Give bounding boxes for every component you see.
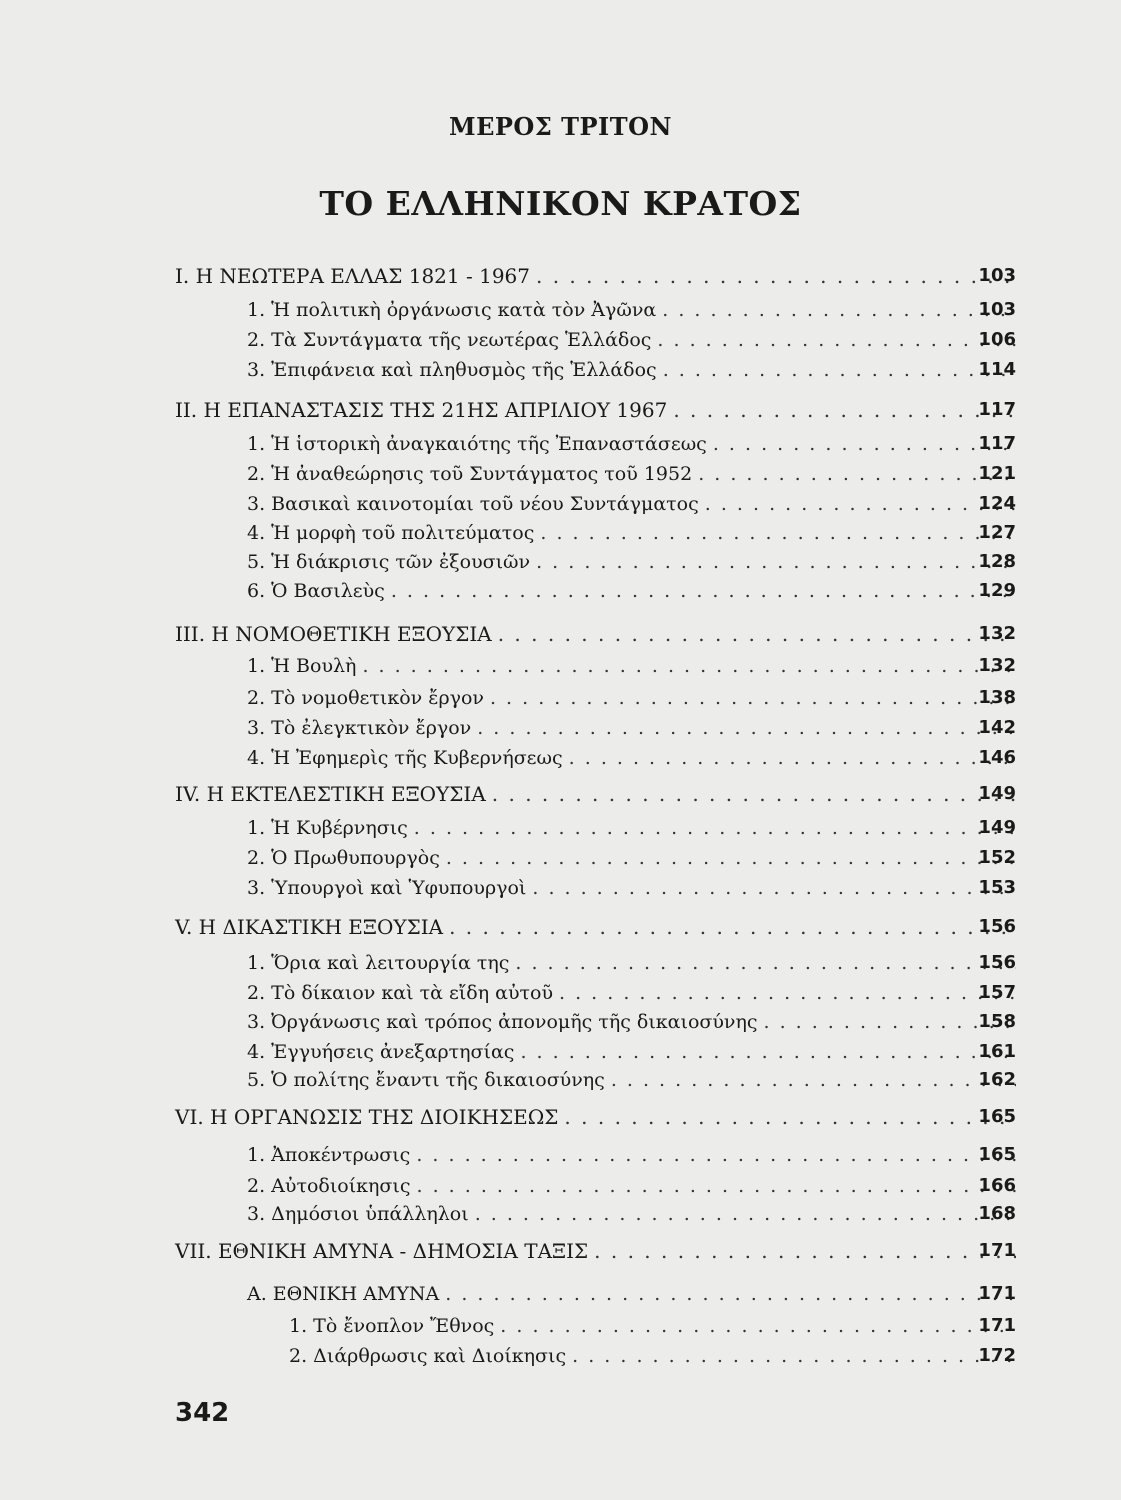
toc-entry	[175, 396, 1016, 424]
toc-entry-page: 158	[978, 1011, 1016, 1032]
toc-entry	[247, 684, 1016, 712]
dot-leader	[536, 548, 1016, 576]
toc-entry-page: 157	[978, 982, 1016, 1003]
dot-leader	[569, 744, 1016, 772]
part-title: ΜΕΡΟΣ ΤΡΙΤΟΝ	[449, 112, 672, 141]
toc-entry-label: 1. Ἀποκέντρωσις	[247, 1144, 411, 1166]
toc-entry	[247, 744, 1016, 772]
toc-entry	[175, 1103, 1016, 1131]
toc-entry	[247, 356, 1016, 384]
toc-entry	[247, 874, 1016, 902]
toc-entry-page: 146	[978, 747, 1016, 768]
dot-leader	[657, 326, 1016, 354]
dot-leader	[449, 913, 1016, 941]
toc-entry	[247, 1008, 1016, 1036]
toc-entry-label: 5. Ἡ διάκρισις τῶν ἐξουσιῶν	[247, 551, 531, 573]
dot-leader	[515, 949, 1016, 977]
toc-entry-page: 149	[978, 783, 1016, 804]
dot-leader	[572, 1342, 1016, 1370]
toc-entry-page: 132	[978, 623, 1016, 644]
toc-entry-label: 1. Τὸ ἔνοπλον Ἔθνος	[289, 1315, 495, 1337]
toc-entry-label: 6. Ὁ Βασιλεὺς	[247, 580, 385, 602]
toc-entry-page: 149	[978, 817, 1016, 838]
dot-leader	[391, 577, 1016, 605]
toc-entry	[247, 714, 1016, 742]
toc-entry-page: 103	[978, 299, 1016, 320]
dot-leader	[475, 1200, 1016, 1228]
toc-entry-label: 3. Τὸ ἐλεγκτικὸν ἔργον	[247, 717, 472, 739]
toc-entry-page: 103	[978, 265, 1016, 286]
toc-entry-label: 4. Ἡ Ἐφημερὶς τῆς Κυβερνήσεως	[247, 747, 563, 769]
toc-entry	[247, 1141, 1016, 1169]
page-number: 342	[175, 1398, 230, 1428]
toc-entry	[247, 979, 1016, 1007]
toc-entry-page: 156	[978, 952, 1016, 973]
toc-entry-label: 3. Δημόσιοι ὑπάλληλοι	[247, 1203, 469, 1225]
toc-entry-label: 4. Ἐγγυήσεις ἀνεξαρτησίας	[247, 1041, 515, 1063]
dot-leader	[663, 356, 1016, 384]
toc-entry-page: 114	[978, 359, 1016, 380]
toc-entry	[175, 620, 1016, 648]
dot-leader	[416, 1141, 1016, 1169]
toc-entry	[247, 326, 1016, 354]
toc-entry-label: 2. Τὰ Συντάγματα τῆς νεωτέρας Ἑλλάδος	[247, 329, 652, 351]
toc-entry	[247, 1280, 1016, 1308]
toc-entry-label: 3. Ἐπιφάνεια καὶ πληθυσμὸς τῆς Ἑλλάδος	[247, 359, 657, 381]
dot-leader	[698, 460, 1016, 488]
toc-entry	[247, 548, 1016, 576]
toc-entry-label: 2. Ἡ ἀναθεώρησις τοῦ Συντάγματος τοῦ 1952	[247, 463, 693, 485]
toc-entry	[247, 430, 1016, 458]
toc-entry-page: 142	[978, 717, 1016, 738]
dot-leader	[490, 684, 1016, 712]
toc-entry-page: 106	[978, 329, 1016, 350]
toc-entry	[247, 519, 1016, 547]
toc-entry	[175, 262, 1016, 290]
dot-leader	[559, 979, 1016, 1007]
toc-entry-page: 117	[978, 433, 1016, 454]
toc-entry-page: 121	[978, 463, 1016, 484]
toc-entry-page: 171	[978, 1283, 1016, 1304]
toc-entry-page: 127	[978, 522, 1016, 543]
dot-leader	[520, 1038, 1016, 1066]
toc-entry-page: 117	[978, 399, 1016, 420]
toc-entry	[247, 577, 1016, 605]
toc-entry-label: I. Η ΝΕΩΤΕΡΑ ΕΛΛΑΣ 1821 - 1967	[175, 264, 530, 288]
dot-leader	[536, 262, 1016, 290]
main-title: ΤΟ ΕΛΛΗΝΙΚΟΝ ΚΡΑΤΟΣ	[319, 184, 802, 223]
toc-entry-page: 165	[978, 1144, 1016, 1165]
toc-entry-page: 172	[978, 1345, 1016, 1366]
toc-entry-page: 152	[978, 847, 1016, 868]
toc-entry	[247, 490, 1016, 518]
toc-entry-label: 2. Ὁ Πρωθυπουργὸς	[247, 847, 440, 869]
toc-entry-label: 3. Βασικαὶ καινοτομίαι τοῦ νέου Συντάγματος	[247, 493, 699, 515]
dot-leader	[492, 780, 1016, 808]
dot-leader	[713, 430, 1016, 458]
dot-leader	[564, 1103, 1016, 1131]
dot-leader	[673, 396, 1016, 424]
toc-entry-label: VII. ΕΘΝΙΚΗ ΑΜΥΝΑ - ΔΗΜΟΣΙΑ ΤΑΞΙΣ	[175, 1239, 589, 1263]
dot-leader	[662, 296, 1016, 324]
toc-entry-label: 2. Τὸ νομοθετικὸν ἔργον	[247, 687, 484, 709]
toc-entry	[247, 949, 1016, 977]
toc-entry-page: 153	[978, 877, 1016, 898]
toc-entry-page: 132	[978, 655, 1016, 676]
toc-entry-page: 162	[978, 1069, 1016, 1090]
toc-entry	[247, 460, 1016, 488]
dot-leader	[594, 1237, 1016, 1265]
toc-entry-page: 161	[978, 1041, 1016, 1062]
toc-entry-page: 128	[978, 551, 1016, 572]
dot-leader	[414, 814, 1016, 842]
toc-entry	[247, 814, 1016, 842]
toc-entry-label: Α. ΕΘΝΙΚΗ ΑΜΥΝΑ	[247, 1283, 440, 1305]
dot-leader	[477, 714, 1016, 742]
toc-entry-page: 138	[978, 687, 1016, 708]
toc-entry-label: 3. Ὀργάνωσις καὶ τρόπος ἀπονομῆς τῆς δικαιοσύνης	[247, 1011, 758, 1033]
toc-entry	[247, 1200, 1016, 1228]
toc-entry	[175, 913, 1016, 941]
toc-entry-label: 5. Ὁ πολίτης ἔναντι τῆς δικαιοσύνης	[247, 1069, 605, 1091]
toc-entry-label: 2. Τὸ δίκαιον καὶ τὰ εἴδη αὐτοῦ	[247, 982, 554, 1004]
toc-entry	[289, 1312, 1016, 1340]
toc-entry-page: 168	[978, 1203, 1016, 1224]
toc-entry	[247, 1066, 1016, 1094]
toc-entry-label: 1. Ἡ πολιτικὴ ὀργάνωσις κατὰ τὸν Ἀγῶνα	[247, 299, 657, 321]
toc-entry-page: 156	[978, 916, 1016, 937]
toc-entry	[247, 296, 1016, 324]
toc-entry	[247, 1172, 1016, 1200]
dot-leader	[705, 490, 1016, 518]
toc-entry-label: 1. Ἡ Κυβέρνησις	[247, 817, 408, 839]
dot-leader	[540, 519, 1016, 547]
dot-leader	[417, 1172, 1017, 1200]
toc-entry-page: 124	[978, 493, 1016, 514]
toc-entry-label: 1. Ἡ Βουλὴ	[247, 655, 357, 677]
toc-entry-label: III. Η ΝΟΜΟΘΕΤΙΚΗ ΕΞΟΥΣΙΑ	[175, 622, 492, 646]
toc-entry-page: 165	[978, 1106, 1016, 1127]
dot-leader	[611, 1066, 1016, 1094]
dot-leader	[498, 620, 1016, 648]
toc-entry	[247, 652, 1016, 680]
dot-leader	[445, 1280, 1016, 1308]
toc-entry-page: 166	[978, 1175, 1016, 1196]
dot-leader	[446, 844, 1016, 872]
toc-entry-label: IV. Η ΕΚΤΕΛΕΣΤΙΚΗ ΕΞΟΥΣΙΑ	[175, 782, 486, 806]
toc-entry-label: 4. Ἡ μορφὴ τοῦ πολιτεύματος	[247, 522, 535, 544]
toc-entry	[289, 1342, 1016, 1370]
toc-entry-label: 1. Ἡ ἱστορικὴ ἀναγκαιότης τῆς Ἐπαναστάσεως	[247, 433, 707, 455]
toc-entry	[247, 844, 1016, 872]
toc-entry-label: 1. Ὅρια καὶ λειτουργία της	[247, 952, 510, 974]
toc-entry-label: 3. Ὑπουργοὶ καὶ Ὑφυπουργοὶ	[247, 877, 527, 899]
toc-entry	[175, 1237, 1016, 1265]
toc-entry-label: 2. Διάρθρωσις καὶ Διοίκησις	[289, 1345, 567, 1367]
dot-leader	[500, 1312, 1016, 1340]
toc-entry-page: 171	[978, 1240, 1016, 1261]
toc-entry-label: 2. Αὐτοδιοίκησις	[247, 1175, 411, 1197]
toc-entry-label: VI. Η ΟΡΓΑΝΩΣΙΣ ΤΗΣ ΔΙΟΙΚΗΣΕΩΣ	[175, 1105, 559, 1129]
toc-entry	[247, 1038, 1016, 1066]
toc-entry-label: V. Η ΔΙΚΑΣΤΙΚΗ ΕΞΟΥΣΙΑ	[175, 915, 444, 939]
dot-leader	[362, 652, 1016, 680]
toc-entry-page: 129	[978, 580, 1016, 601]
dot-leader	[532, 874, 1016, 902]
toc-entry-label: II. Η ΕΠΑΝΑΣΤΑΣΙΣ ΤΗΣ 21ΗΣ ΑΠΡΙΛΙΟΥ 1967	[175, 398, 668, 422]
toc-entry	[175, 780, 1016, 808]
toc-entry-page: 171	[978, 1315, 1016, 1336]
